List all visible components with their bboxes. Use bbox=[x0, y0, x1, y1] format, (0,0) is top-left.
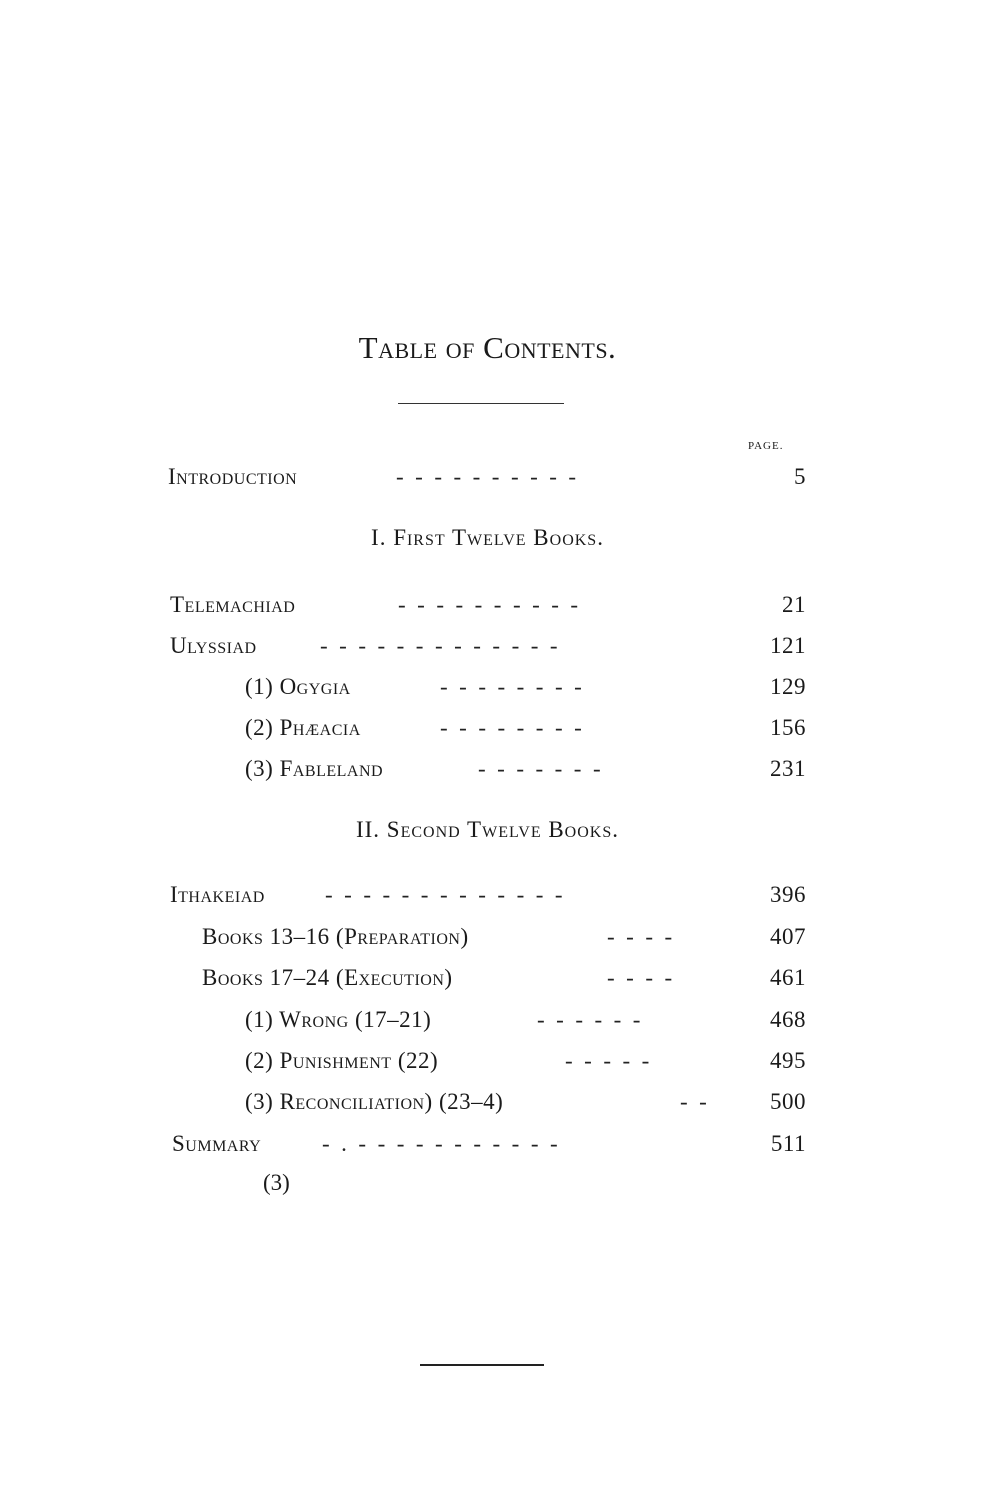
toc-entry-page: 468 bbox=[770, 1007, 806, 1032]
leader-dots: - - - - - - - bbox=[478, 756, 601, 781]
leader-dots: - - - - - - - - - - bbox=[396, 464, 577, 489]
toc-entry-telemachiad[interactable] bbox=[170, 588, 806, 622]
leader-dots: - - - - - - - - - - - - - bbox=[320, 633, 558, 658]
toc-entry-label: Ulyssiad bbox=[170, 633, 257, 658]
toc-entry-label: (1) Ogygia bbox=[245, 674, 351, 699]
leader-dots: - - bbox=[680, 1089, 707, 1114]
toc-entry-page: 500 bbox=[770, 1089, 806, 1114]
toc-entry-page: 121 bbox=[770, 633, 806, 658]
toc-entry-label: (3) Fableland bbox=[245, 756, 384, 781]
leader-dots: - - - - bbox=[607, 924, 673, 949]
toc-entry-label: Ithakeiad bbox=[170, 882, 265, 907]
toc-entry-ogygia[interactable] bbox=[245, 670, 806, 704]
toc-entry-summary[interactable] bbox=[172, 1127, 806, 1161]
section-heading-second-twelve-books: II. Second Twelve Books. bbox=[355, 817, 619, 842]
toc-entry-label: (2) Punishment (22) bbox=[245, 1048, 439, 1073]
title-rule bbox=[398, 403, 564, 404]
toc-entry-label: Books 13–16 (Preparation) bbox=[202, 924, 469, 949]
leader-dots: - - - - - - - - - - - - - bbox=[325, 882, 563, 907]
toc-entry-page: 21 bbox=[782, 592, 806, 617]
toc-entry-phaeacia[interactable] bbox=[245, 711, 806, 745]
toc-entry-ithakeiad[interactable] bbox=[170, 878, 806, 912]
toc-entry-ulyssiad[interactable] bbox=[170, 629, 806, 663]
toc-entry-page: 407 bbox=[770, 924, 806, 949]
toc-entry-label: Summary bbox=[172, 1131, 262, 1156]
page-title: Table of Contents. bbox=[358, 330, 617, 365]
toc-entry-page: 5 bbox=[794, 464, 806, 489]
toc-entry-label: Telemachiad bbox=[170, 592, 296, 617]
page-number: (3) bbox=[263, 1170, 290, 1195]
leader-dots: - - - - - - bbox=[537, 1007, 641, 1032]
toc-entry-punishment[interactable] bbox=[245, 1044, 806, 1078]
leader-dots: - - - - - bbox=[565, 1048, 650, 1073]
toc-entry-books-17-24[interactable] bbox=[202, 961, 806, 995]
toc-entry-page: 461 bbox=[770, 965, 806, 990]
leader-dots: - - - - - - - - - - bbox=[398, 592, 579, 617]
page-column-label: PAGE. bbox=[748, 440, 784, 452]
toc-entry-label: Books 17–24 (Execution) bbox=[202, 965, 453, 990]
toc-entry-label: (3) Reconciliation) (23–4) bbox=[245, 1089, 504, 1114]
toc-entry-fableland[interactable] bbox=[245, 752, 806, 786]
leader-dots: - - - - - - - - bbox=[440, 715, 582, 740]
section-heading-first-twelve-books: I. First Twelve Books. bbox=[371, 525, 604, 550]
toc-entry-page: 156 bbox=[770, 715, 806, 740]
toc-entry-page: 231 bbox=[770, 756, 806, 781]
toc-entry-label: Introduction bbox=[168, 464, 298, 489]
toc-entry-introduction[interactable] bbox=[168, 460, 806, 494]
toc-entry-page: 396 bbox=[770, 882, 806, 907]
toc-entry-books-13-16[interactable] bbox=[202, 920, 806, 954]
toc-entry-page: 129 bbox=[770, 674, 806, 699]
toc-entry-page: 511 bbox=[770, 1131, 806, 1156]
toc-entry-label: (1) Wrong (17–21) bbox=[245, 1007, 432, 1032]
toc-entry-reconciliation[interactable] bbox=[245, 1085, 806, 1119]
leader-dots: - - - - - - - - bbox=[440, 674, 582, 699]
bottom-rule bbox=[420, 1364, 544, 1366]
toc-entry-wrong[interactable] bbox=[245, 1003, 806, 1037]
leader-dots: - - - - bbox=[607, 965, 673, 990]
leader-dots: - . - - - - - - - - - - - bbox=[322, 1131, 558, 1156]
toc-entry-label: (2) Phæacia bbox=[245, 715, 361, 740]
toc-entry-page: 495 bbox=[770, 1048, 806, 1073]
